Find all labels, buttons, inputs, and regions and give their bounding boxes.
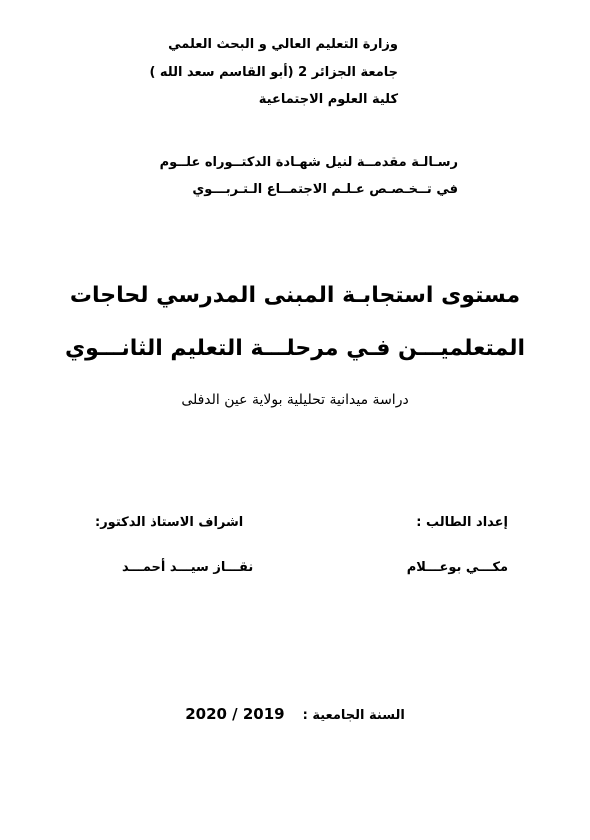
thesis-title-line-1: مستوى استجابـة المبنى المدرسي لحاجات	[69, 283, 521, 308]
supervisor-name: نقـــاز سيـــد أحمـــد	[122, 560, 254, 575]
ministry-name: وزارة التعليم العالي و البحث العلمي	[168, 37, 398, 52]
academic-year-label: السنة الجامعية :	[302, 708, 405, 723]
thesis-title-line-2: المتعلميـــن فـي مرحلـــة التعليم الثانـــوي	[64, 336, 526, 361]
student-name: مكـــي بوعـــلام	[406, 560, 508, 575]
faculty-name: كلية العلوم الاجتماعية	[258, 92, 398, 107]
academic-year-value: 2020 / 2019	[185, 705, 285, 723]
academic-year	[0, 705, 590, 723]
student-label: إعداد الطالب :	[416, 515, 508, 530]
supervisor-label: اشراف الاستاذ الدكتور:	[95, 515, 244, 530]
thesis-subtitle: دراسة ميدانية تحليلية بولاية عين الدفلى	[181, 392, 409, 408]
university-name: جامعة الجزائر 2 (أبو القاسم سعد الله )	[149, 65, 398, 80]
specialty-statement: في تــخـصـص عـلـم الاجتمــاع الـتـربـــوي	[192, 182, 458, 197]
degree-statement: رسـالـة مقدمــة لنيل شهـادة الدكتــوراه علــوم	[159, 155, 458, 170]
